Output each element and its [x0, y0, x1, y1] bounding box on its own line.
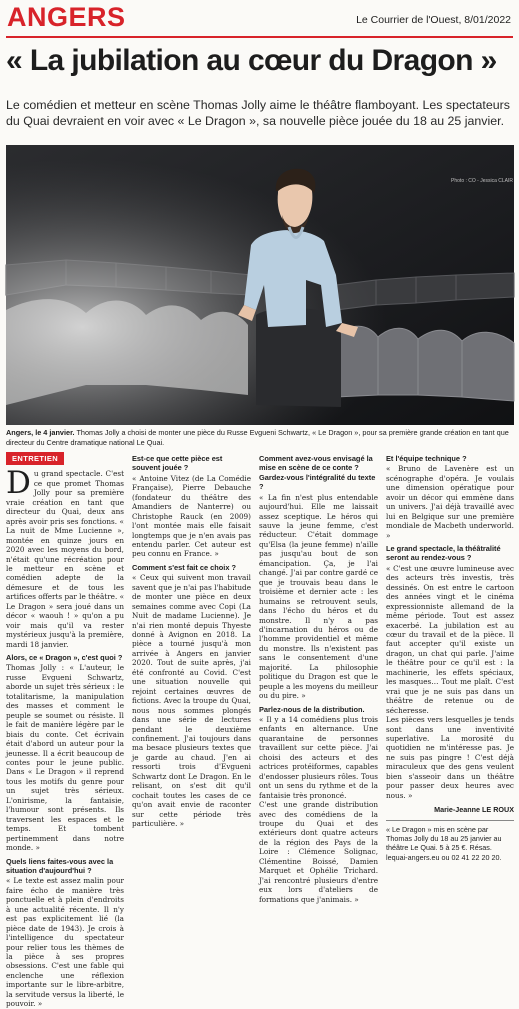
answer-2: « Le texte est assez malin pour faire écho de manière très ponctuelle et à plein d'endroits à une actualité récente. Il n'y est pas explicitement lié (la pièce date de 1943). Je crois à l'intelligence du spectateur pour relier tous les thèmes de la pièce à ses propres obsessions. C'est une fable qui enclenche une réflexion importante sur le libre-arbitre, la servitude versus la liberté, le pouvoir. »: [6, 876, 124, 1009]
column-1: [6, 452, 124, 1009]
answer-5: « La fin n'est plus entendable aujourd'hui. Elle me laissait assez sceptique. Le héros qui sauve la jeune femme, c'est réducteur. C'était dommage qu'Elsa (la jeune femme) n'aille pas jusqu'au bout de son émancipation. Ça, je l'ai changé. J'ai par contre gardé ce que je trouvais beau dans le troisième et dernier acte : les humains se retrouvent seuls, dans l'écho du héros et du monstre. Il n'y a pas d'incarnation du héros ou de l'homme providentiel et même du monstre. Ils n'existent pas sans le consentement d'une majorité. La philosophie politique du Dragon est que le peuple a les moyens du meilleur ou du pire. »: [259, 492, 378, 701]
theatre-portrait-image: [6, 145, 514, 425]
answer-3: « Antoine Vitez (de La Comédie Française), Pierre Debauche (fondateur du théâtre des Amandiers de Nanterre) ou Christophe Rauck (en 2009) l'ont montée mais elle faisait longtemps que je n'en avais pas entendu parler. Cet auteur est peu connu en France. »: [132, 473, 251, 559]
caption-text: Thomas Jolly a choisi de monter une pièce du Russe Evgueni Schwartz, « Le Dragon », pour sa première grande création en tant que directeur du Centre dramatique national Le Quai.: [6, 428, 509, 447]
practical-info: « Le Dragon » mis en scène par Thomas Jolly du 18 au 25 janvier au théâtre Le Quai. 5 à 25 €. Résas. lequai-angers.eu ou 02 41 22 20 20.: [386, 820, 514, 862]
header-rule: [6, 36, 513, 38]
photo-credit: Photo : CO - Jessica CLAIR: [451, 178, 513, 184]
author-signature: Marie-Jeanne LE ROUX: [434, 805, 514, 815]
dropcap: D: [6, 465, 31, 502]
article-title: « La jubilation au cœur du Dragon »: [6, 44, 497, 77]
column-4: [386, 450, 514, 862]
intro-paragraph: [6, 465, 125, 649]
question-8: Le grand spectacle, la théâtralité seront au rendez-vous ?: [386, 544, 501, 563]
question-3: Est-ce que cette pièce est souvent jouée ?: [132, 454, 223, 473]
answer-7: « Bruno de Lavenère est un scénographe d'opéra. Je voulais une dimension opératique pour avoir un décor qui emmène dans un univers. J'ai déjà travaillé avec lui en Belgique sur une première mondiale de Macbeth underworld. »: [386, 464, 514, 540]
question-6: Parlez-nous de la distribution.: [259, 704, 365, 714]
answer-1: Thomas Jolly : « L'auteur, le russe Evgueni Schwartz, aborde un sujet très sérieux : le totalitarisme, la manipulation des masses et comment le peuple se soumet ou résiste. Il le fait de manière légère par le biais du conte. Cet écrivain était d'abord un auteur pour la jeunesse. Il a écrit beaucoup de contes pour le jeune public. Dans « Le Dragon » il reprend tous les motifs du genre pour un sujet très sérieux. L'onirisme, la fantaisie, l'humour sont présents. Ils traversent les espaces et le temps. Et tombent pertinemment dans notre monde. »: [6, 663, 124, 853]
column-3: [259, 450, 378, 904]
answer-4: « Ceux qui suivent mon travail savent que je n'ai pas l'habitude de monter une pièce en deux semaines comme avec Copi (La Nuit de madame Lucienne). Je n'ai rien monté depuis Thyeste donné à Avignon en 2018. La pièce a tourné jusqu'à mon arrivée à Angers en janvier 2020. Tout de suite après, j'ai été confronté au Covid. C'est une situation nouvelle qui rejoint certaines œuvres de fictions. Avec la troupe du Quai, nous nous sommes plongés dans une série de lectures pendant le deuxième confinement. J'ai toujours dans ma besace plusieurs textes que je garde au chaud. J'en ai ressorti trois d'Evgueni Schwartz dont Le Dragon. En le relisant, on s'est dit qu'il cochait toutes les cases de ce qu'on avait envie de raconter sur cette période très particulière. »: [132, 573, 251, 829]
caption-lead: Angers, le 4 janvier.: [6, 428, 75, 437]
article-photo: [6, 145, 514, 425]
column-2: [132, 450, 251, 829]
intro-text: u grand spectacle. C'est ce que promet Thomas Jolly pour sa première vraie création en tant que directeur du Quai, deux ans après avoir pris ses fonctions. « La nuit de Mme Lucienne », montée en quinze jours en 2020 avec les moyens du bord, n'était qu'une récréation pour le metteur en scène et comédien adepte de la démesure et de tous les artifices offerts par le théâtre. « Le Dragon » sera joué dans un décor « waouh ! » qu'on a pu voir mais qu'il va rester mystérieux jusqu'à la première, mardi 18 janvier.: [6, 469, 125, 649]
newspaper-source: Le Courrier de l'Ouest, 8/01/2022: [356, 14, 511, 26]
answer-8b: Les pièces vers lesquelles je tends sont dans une inventivité superlative. La morosité du quotidien ne m'intéresse pas. Je ne suis pas pingre ! C'est déjà miraculeux que des gens veulent bien s'asseoir dans un théâtre pour passer deux heures avec nous. »: [386, 715, 514, 800]
answer-6b: C'est une grande distribution avec des comédiens de la troupe du Quai et des extérieurs dont quatre acteurs de la région des Pays de la Loire : Clémence Solignac, Clémentine Boissé, Damien Marquet et Ophélie Trichard. J'ai rencontré plusieurs d'entre eux lors d'ateliers de formations que j'animais. »: [259, 800, 378, 904]
question-7: Et l'équipe technique ?: [386, 454, 467, 463]
page-header: [0, 0, 519, 38]
question-5: Comment avez-vous envisagé la mise en scène de ce conte ? Gardez-vous l'intégralité du texte ?: [259, 454, 376, 492]
section-tag: ENTRETIEN: [6, 452, 64, 465]
question-1: Alors, ce « Dragon », c'est quoi ?: [6, 653, 123, 663]
photo-caption: [6, 428, 514, 448]
question-2: Quels liens faites-vous avec la situation d'aujourd'hui ?: [6, 856, 114, 875]
answer-8: « C'est une œuvre lumineuse avec des acteurs très investis, très dessinés. On est entre le cartoon des années vingt et le cinéma expressionniste allemand de la même période. Tout est assez exacerbé. La jubilation est au cœur du travail et de la pièce. Il faut accepter qu'il existe un dragon, un chat qui parle. J'aime le théâtre pour ce qu'il est : la machinerie, les effets spéciaux, les masques… Tout me plaît. C'est vrai que je ne suis pas dans un théâtre de retenue ou de sécheresse.: [386, 563, 514, 715]
article-lede: Le comédien et metteur en scène Thomas Jolly aime le théâtre flamboyant. Les spectateurs du Quai devraient en voir avec « Le Dragon », sa nouvelle pièce jouée du 18 au 25 janvier.: [6, 98, 510, 128]
city-title: ANGERS: [7, 2, 126, 32]
question-4: Comment s'est fait ce choix ?: [132, 562, 237, 572]
answer-6: « Il y a 14 comédiens plus trois enfants en alternance. Une quarantaine de personnes travaillent sur cette pièce. J'ai choisi des acteurs et des actrices protéiformes, capables d'endosser plusieurs rôles. Tous ont un sens du rythme et de la fantaisie très prononcé.: [259, 715, 378, 800]
